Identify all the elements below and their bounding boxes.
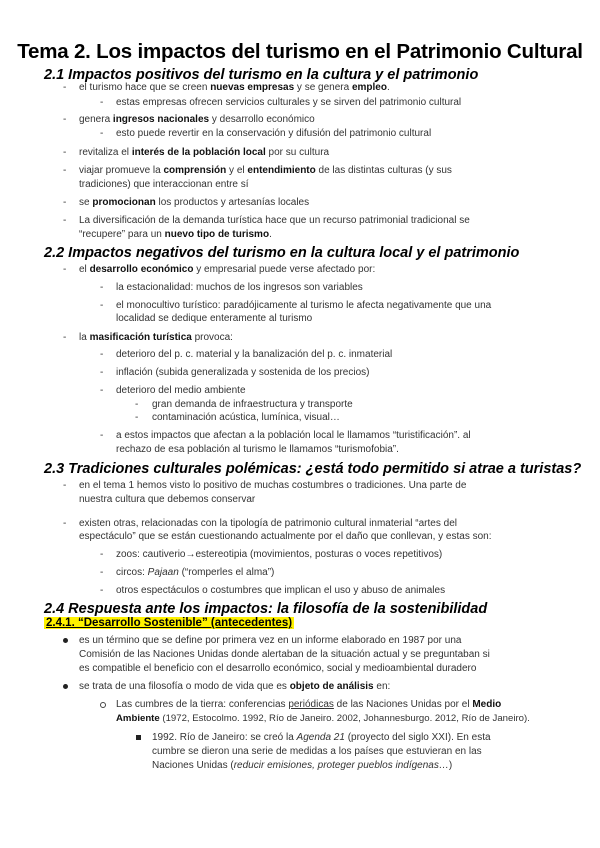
section-heading-2-2: 2.2 Impactos negativos del turismo en la cultura local y el patrimonio — [44, 245, 520, 261]
list-item: es un término que se define por primera vez en un informe elaborado en 1987 por una — [79, 635, 462, 646]
dash-bullet: - — [135, 399, 139, 410]
list-item: revitaliza el interés de la población local por su cultura — [79, 147, 330, 158]
list-item: La diversificación de la demanda turística hace que un recurso patrimonial tradicional se — [79, 215, 470, 226]
list-item: la estacionalidad: muchos de los ingresos son variables — [116, 282, 363, 293]
list-item: genera ingresos nacionales y desarrollo económico — [79, 114, 315, 125]
list-item: deterioro del medio ambiente — [116, 385, 246, 396]
dash-bullet: - — [100, 385, 104, 396]
list-item: contaminación acústica, lumínica, visual… — [152, 412, 340, 423]
list-item-continuation: Naciones Unidas (reducir emisiones, proteger pueblos indígenas…) — [152, 760, 453, 771]
bullet-circle — [100, 702, 106, 708]
dash-bullet: - — [63, 480, 67, 491]
list-item: la masificación turística provoca: — [79, 332, 233, 343]
list-item-continuation: Comisión de las Naciones Unidas donde alertaban de la situación actual y se preguntaban si — [79, 649, 490, 660]
list-item-continuation: Ambiente (1972, Estocolmo. 1992, Río de Janeiro. 2002, Johannesburgo. 2012, Río de Janeiro). — [116, 713, 530, 724]
list-item: inflación (subida generalizada y sostenida de los precios) — [116, 367, 370, 378]
dash-bullet: - — [63, 518, 67, 529]
list-item-continuation: localidad se dedique enteramente al turismo — [116, 313, 313, 324]
dash-bullet: - — [100, 567, 104, 578]
list-item-continuation: “recupere” para un nuevo tipo de turismo. — [79, 229, 272, 240]
list-item: existen otras, relacionadas con la tipología de patrimonio cultural inmaterial “artes del — [79, 518, 457, 529]
dash-bullet: - — [63, 114, 67, 125]
list-item-continuation: tradiciones) que interaccionan entre sí — [79, 179, 249, 190]
dash-bullet: - — [63, 264, 67, 275]
dash-bullet: - — [63, 215, 67, 226]
dash-bullet: - — [63, 332, 67, 343]
list-item-continuation: es compatible el beneficio con el desarrollo económico, social y medioambiental duradero — [79, 663, 477, 674]
list-item: esto puede revertir en la conservación y difusión del patrimonio cultural — [116, 128, 432, 139]
dash-bullet: - — [135, 412, 139, 423]
list-item: deterioro del p. c. material y la banalización del p. c. inmaterial — [116, 349, 393, 360]
list-item: a estos impactos que afectan a la población local le llamamos “turistificación”. al — [116, 430, 471, 441]
dash-bullet: - — [100, 300, 104, 311]
dash-bullet: - — [100, 585, 104, 596]
list-item-continuation: rechazo de esa población al turismo le llamamos “turismofobia”. — [116, 444, 399, 455]
dash-bullet: - — [63, 82, 67, 93]
dash-bullet: - — [100, 349, 104, 360]
dash-bullet: - — [63, 147, 67, 158]
list-item: otros espectáculos o costumbres que implican el uso y abuso de animales — [116, 585, 446, 596]
list-item: el desarrollo económico y empresarial puede verse afectado por: — [79, 264, 376, 275]
list-item: se promocionan los productos y artesanías locales — [79, 197, 310, 208]
list-item: el turismo hace que se creen nuevas empresas y se genera empleo. — [79, 82, 390, 93]
bullet-dot — [63, 638, 68, 643]
list-item: en el tema 1 hemos visto lo positivo de muchas costumbres o tradiciones. Una parte de — [79, 480, 467, 491]
dash-bullet: - — [100, 97, 104, 108]
bullet-dot — [63, 684, 68, 689]
section-heading-2-3: 2.3 Tradiciones culturales polémicas: ¿está todo permitido si atrae a turistas? — [44, 461, 582, 477]
dash-bullet: - — [100, 128, 104, 139]
list-item-continuation: espectáculo” que se están cuestionando actualmente por el daño que conllevan, y estas son: — [79, 531, 492, 542]
list-item: viajar promueve la comprensión y el entendimiento de las distintas culturas (y sus — [79, 165, 452, 176]
dash-bullet: - — [100, 430, 104, 441]
list-item-continuation: nuestra cultura que debemos conservar — [79, 494, 256, 505]
list-item: el monocultivo turístico: paradójicamente al turismo le afecta negativamente que una — [116, 300, 492, 311]
page-title: Tema 2. Los impactos del turismo en el Patrimonio Cultural — [17, 40, 583, 63]
list-item: Las cumbres de la tierra: conferencias periódicas de las Naciones Unidas por el Medio — [116, 699, 502, 710]
dash-bullet: - — [63, 197, 67, 208]
list-item: circos: Pajaan (“romperles el alma”) — [116, 567, 275, 578]
list-item: estas empresas ofrecen servicios culturales y se sirven del patrimonio cultural — [116, 97, 462, 108]
list-item-continuation: cumbre se dieron una serie de medidas a los países que estuvieran en las — [152, 746, 482, 757]
subsection-heading-2-4-1: 2.4.1. “Desarrollo Sostenible” (antecedentes) — [46, 617, 293, 629]
dash-bullet: - — [100, 549, 104, 560]
list-item: zoos: cautiverio→estereotipia (movimientos, posturas o voces repetitivos) — [116, 549, 443, 560]
dash-bullet: - — [63, 165, 67, 176]
dash-bullet: - — [100, 367, 104, 378]
list-item: se trata de una filosofía o modo de vida que es objeto de análisis en: — [79, 681, 391, 692]
dash-bullet: - — [100, 282, 104, 293]
section-heading-2-1: 2.1 Impactos positivos del turismo en la cultura y el patrimonio — [44, 67, 479, 83]
list-item: 1992. Río de Janeiro: se creó la Agenda 21 (proyecto del siglo XXI). En esta — [152, 732, 491, 743]
list-item: gran demanda de infraestructura y transporte — [152, 399, 353, 410]
bullet-square — [136, 735, 141, 740]
section-heading-2-4: 2.4 Respuesta ante los impactos: la filosofía de la sostenibilidad — [44, 601, 488, 617]
